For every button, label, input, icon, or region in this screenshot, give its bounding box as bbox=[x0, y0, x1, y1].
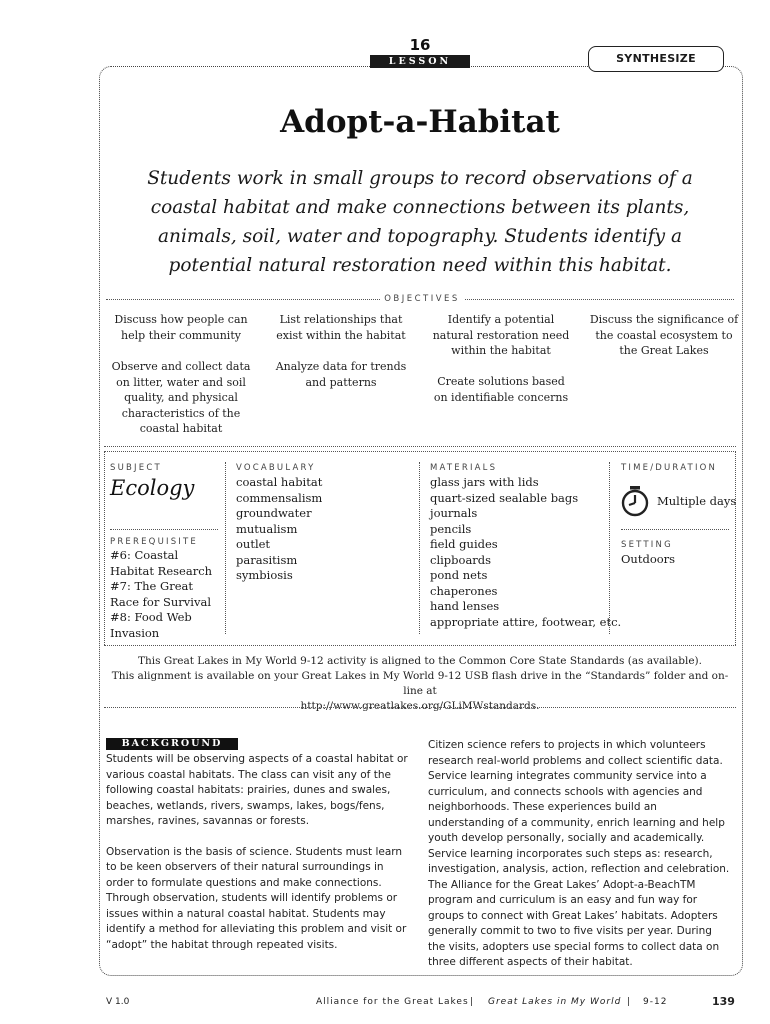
objective-item: Identify a potential natural restoration need within the habitat bbox=[432, 313, 570, 357]
prerequisite-label: PREREQUISITE bbox=[110, 537, 198, 547]
vocabulary-list bbox=[236, 475, 411, 584]
info-bottom-divider bbox=[104, 645, 736, 646]
vocabulary-item: groundwater bbox=[236, 506, 312, 520]
prerequisite-item: #6: Coastal Habitat Research bbox=[110, 548, 213, 578]
column-divider bbox=[609, 462, 610, 634]
vocabulary-item: parasitism bbox=[236, 552, 298, 567]
column-divider bbox=[225, 462, 226, 634]
materials-list bbox=[430, 475, 622, 630]
footer-grades: 9-12 bbox=[643, 997, 668, 1007]
background-right-column bbox=[428, 738, 732, 986]
objective-item: Discuss how people can help their community bbox=[114, 313, 248, 342]
page-title: Adopt-a-Habitat bbox=[280, 104, 560, 140]
background-paragraph: Students will be observing aspects of a coastal habitat or various coastal habitats. The class can visit any of the following coastal habitats: prairies, dunes and swales, beaches, wetlands, rivers, swamps, lakes, bogs/fens, marshes, ravines, savannas or forests. bbox=[106, 753, 408, 827]
vocabulary-label: VOCABULARY bbox=[236, 463, 316, 473]
objective-item: Analyze data for trends and patterns bbox=[275, 360, 407, 389]
footer-separator: | bbox=[627, 997, 631, 1007]
materials-item: quart-sized sealable bags bbox=[430, 490, 579, 505]
time-divider bbox=[621, 529, 729, 530]
alignment-line: This Great Lakes in My World 9-12 activity is aligned to the Common Core State Standards (as available). bbox=[138, 655, 702, 667]
category-badge: SYNTHESIZE bbox=[588, 46, 724, 72]
vocabulary-item: outlet bbox=[236, 537, 271, 551]
prerequisite-list bbox=[110, 548, 220, 641]
materials-item: pencils bbox=[430, 521, 472, 536]
alignment-line: This alignment is available on your Great Lakes in My World 9-12 USB flash drive in the “Standards” folder and on-line at bbox=[111, 670, 729, 697]
info-right-border bbox=[735, 452, 736, 645]
materials-item: hand lenses bbox=[430, 599, 500, 613]
background-left-column bbox=[106, 752, 410, 968]
materials-item: pond nets bbox=[430, 568, 488, 582]
vocabulary-item: coastal habitat bbox=[236, 475, 323, 489]
materials-item: chaperones bbox=[430, 583, 498, 598]
materials-item: journals bbox=[430, 506, 478, 520]
objectives-label: OBJECTIVES bbox=[380, 294, 464, 304]
background-paragraph: Citizen science refers to projects in which volunteers research real-world problems and collect scientific data. Service learning integrates community service into a curriculum, and connects schools with agencies and neighborhoods. These experiences build an understanding of a community, enrich learning and help youth develop personally, socially and academically. Service learning incorporates such steps as: research, investigation, analysis, action, reflection and celebration. The Alliance for the Great Lakes’ Adopt-a-BeachTM program and curriculum is an easy and fun way for groups to connect with Great Lakes’ habitats. Adopters generally commit to two to five visits per year. During the visits, adopters use special forms to collect data on three different aspects of their habitat. bbox=[428, 739, 730, 968]
setting-label: SETTING bbox=[621, 540, 673, 550]
objective-item: Discuss the significance of the coastal ecosystem to the Great Lakes bbox=[589, 313, 739, 357]
alignment-link[interactable]: http://www.greatlakes.org/GLiMWstandards. bbox=[300, 700, 540, 712]
info-top-divider-1 bbox=[104, 446, 736, 447]
page-subtitle: Students work in small groups to record observations of a coastal habitat and make connections between its plants, animals, soil, water and topography. Students identify a potential natural restoration need within this habitat. bbox=[147, 168, 693, 276]
background-divider bbox=[104, 707, 736, 708]
materials-item: clipboards bbox=[430, 552, 492, 567]
info-left-border bbox=[104, 452, 105, 645]
vocabulary-item: commensalism bbox=[236, 490, 323, 505]
materials-label: MATERIALS bbox=[430, 463, 498, 473]
setting-value: Outdoors bbox=[621, 552, 676, 566]
footer-separator: | bbox=[470, 997, 474, 1007]
materials-item: appropriate attire, footwear, etc. bbox=[430, 614, 622, 629]
footer-version: V 1.0 bbox=[106, 997, 130, 1007]
page-number: 139 bbox=[712, 995, 735, 1008]
background-paragraph: Observation is the basis of science. Students must learn to be keen observers of their natural surroundings in order to formulate questions and make connections. Through observation, students will identify problems or issues within a natural coastal habitat. Students may identify a method for alleviating this problem and visit or “adopt” the habitat through repeated visits. bbox=[106, 845, 407, 951]
prerequisite-item: #7: The Great Race for Survival bbox=[110, 579, 212, 609]
time-duration-value: Multiple days bbox=[657, 494, 737, 508]
vocabulary-item: symbiosis bbox=[236, 568, 293, 582]
footer-series: Great Lakes in My World bbox=[488, 997, 622, 1007]
clock-icon bbox=[619, 485, 651, 517]
alignment-note bbox=[110, 654, 730, 714]
objective-item: Create solutions based on identifiable concerns bbox=[433, 375, 569, 404]
lesson-number: 16 bbox=[409, 36, 431, 54]
subject-value: Ecology bbox=[110, 476, 195, 500]
info-top-divider-2 bbox=[104, 451, 736, 452]
time-duration-label: TIME/DURATION bbox=[621, 463, 718, 473]
footer-org: Alliance for the Great Lakes bbox=[316, 997, 469, 1007]
vocabulary-item: mutualism bbox=[236, 521, 298, 536]
prerequisite-item: #8: Food Web Invasion bbox=[110, 610, 192, 640]
column-divider bbox=[419, 462, 420, 634]
subject-label: SUBJECT bbox=[110, 463, 162, 473]
materials-item: glass jars with lids bbox=[430, 475, 539, 489]
lesson-label: LESSON bbox=[370, 55, 470, 68]
objective-item: Observe and collect data on litter, water and soil quality, and physical characteristics of the coastal habitat bbox=[111, 360, 251, 435]
background-label: BACKGROUND bbox=[106, 738, 238, 750]
objective-item: List relationships that exist within the habitat bbox=[276, 313, 406, 342]
subject-divider bbox=[110, 529, 218, 530]
materials-item: field guides bbox=[430, 537, 498, 551]
